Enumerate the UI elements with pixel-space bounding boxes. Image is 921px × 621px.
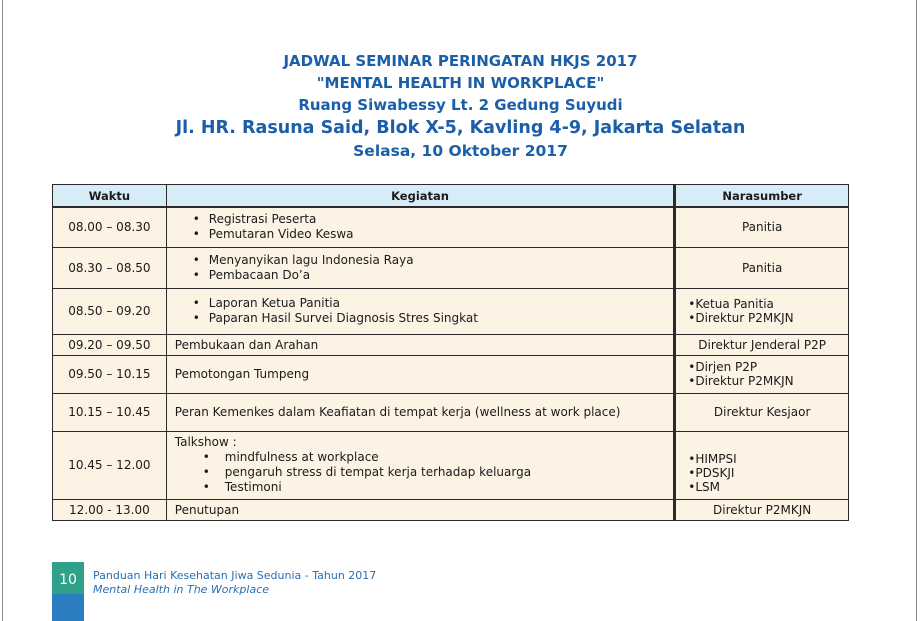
table-row <box>53 355 849 393</box>
header-address: Jl. HR. Rasuna Said, Blok X-5, Kavling 4-9, Jakarta Selatan <box>175 118 746 138</box>
activity-cell: Pembukaan dan Arahan <box>166 334 675 355</box>
table-row <box>53 393 849 431</box>
table-row <box>53 288 849 334</box>
activity-cell: Peran Kemenkes dalam Keafiatan di tempat kerja (wellness at work place) <box>166 393 675 431</box>
page-number: 10 <box>59 572 77 588</box>
activity-item: • Testimoni <box>203 480 666 495</box>
time-cell: 08.00 – 08.30 <box>53 207 167 247</box>
activity-cell <box>166 431 675 499</box>
activity-cell <box>166 247 675 288</box>
time-cell: 10.15 – 10.45 <box>53 393 167 431</box>
activity-item: • mindfulness at workplace <box>203 450 666 465</box>
activity-item: • Menyanyikan lagu Indonesia Raya <box>193 253 666 268</box>
column-header-waktu: Waktu <box>53 185 167 208</box>
speaker-cell: Panitia <box>675 207 849 247</box>
speaker-item: • PDSKJI <box>688 466 840 480</box>
time-cell: 09.20 – 09.50 <box>53 334 167 355</box>
talkshow-label: Talkshow : <box>174 435 237 449</box>
speaker-item: • Direktur P2MKJN <box>688 311 840 325</box>
speaker-cell: Direktur Kesjaor <box>675 393 849 431</box>
header-venue: Ruang Siwabessy Lt. 2 Gedung Suyudi <box>298 96 623 114</box>
activity-cell: Pemotongan Tumpeng <box>166 355 675 393</box>
activity-item: • Pemutaran Video Keswa <box>193 227 666 242</box>
time-cell: 08.50 – 09.20 <box>53 288 167 334</box>
speaker-item: • Ketua Panitia <box>688 297 840 311</box>
header-theme: "MENTAL HEALTH IN WORKPLACE" <box>316 74 605 92</box>
activity-item: • Laporan Ketua Panitia <box>193 296 666 311</box>
header-date: Selasa, 10 Oktober 2017 <box>353 142 568 160</box>
table-row <box>53 207 849 247</box>
time-cell: 12.00 - 13.00 <box>53 499 167 520</box>
time-cell: 09.50 – 10.15 <box>53 355 167 393</box>
page-badge-accent <box>52 594 84 621</box>
activity-cell: Penutupan <box>166 499 675 520</box>
speaker-cell <box>675 288 849 334</box>
activity-item: • Pembacaan Do’a <box>193 268 666 283</box>
activity-cell <box>166 288 675 334</box>
time-cell: 10.45 – 12.00 <box>53 431 167 499</box>
table-row <box>53 431 849 499</box>
time-cell: 08.30 – 08.50 <box>53 247 167 288</box>
speaker-item: • Direktur P2MKJN <box>688 374 840 388</box>
footer-subtitle: Mental Health in The Workplace <box>93 583 270 596</box>
column-header-kegiatan: Kegiatan <box>166 185 675 208</box>
activity-item: • pengaruh stress di tempat kerja terhadap keluarga <box>203 465 666 480</box>
table-row <box>53 334 849 355</box>
footer-title: Panduan Hari Kesehatan Jiwa Sedunia - Tahun 2017 <box>93 569 377 582</box>
speaker-item: • HIMPSI <box>688 452 840 466</box>
speaker-cell <box>675 431 849 499</box>
activity-cell <box>166 207 675 247</box>
table-header-row <box>53 185 849 208</box>
speaker-cell <box>675 355 849 393</box>
activity-item: • Registrasi Peserta <box>193 212 666 227</box>
table-row <box>53 247 849 288</box>
speaker-cell: Direktur P2MKJN <box>675 499 849 520</box>
header-title: JADWAL SEMINAR PERINGATAN HKJS 2017 <box>283 52 638 70</box>
speaker-item: • LSM <box>688 480 840 494</box>
table-row <box>53 499 849 520</box>
document-header <box>0 50 921 162</box>
schedule-table <box>52 184 849 521</box>
speaker-cell: Panitia <box>675 247 849 288</box>
footer-caption <box>93 569 376 597</box>
speaker-cell: Direktur Jenderal P2P <box>675 334 849 355</box>
activity-item: • Paparan Hasil Survei Diagnosis Stres Singkat <box>193 311 666 326</box>
speaker-item: • Dirjen P2P <box>688 360 840 374</box>
column-header-narasumber: Narasumber <box>675 185 849 208</box>
